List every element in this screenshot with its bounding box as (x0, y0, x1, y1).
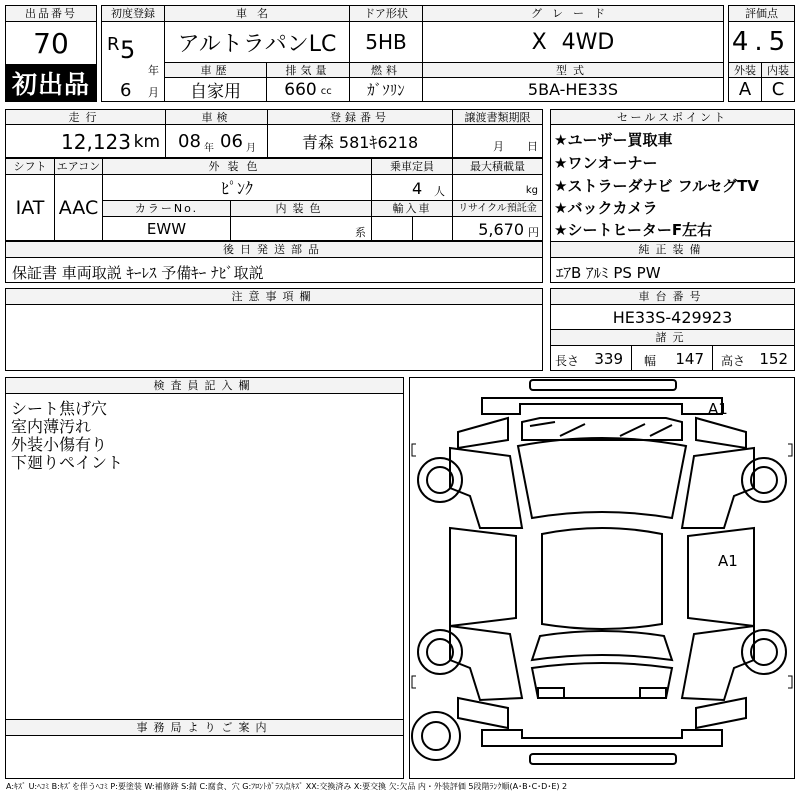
sales-point-2: ★ワンオーナー (554, 154, 658, 172)
interior-color-label: 内装色 (230, 200, 372, 217)
exterior-color-label: 外装色 (102, 158, 372, 175)
car-diagram (409, 377, 795, 779)
displacement-label: 排気量 (266, 62, 350, 78)
first-listing-badge: 初出品 (5, 64, 97, 102)
notes (5, 304, 543, 371)
registration-date (101, 21, 165, 102)
sales-points-label: セールスポイント (550, 109, 795, 125)
max-load-label: 最大積載量 (452, 158, 543, 175)
exterior-rating-label: 外装 (728, 62, 762, 78)
inspector-line-4: 下廻りペイント (11, 453, 124, 472)
recycle-deposit: 5,670 円 (452, 216, 543, 241)
registration-label: 初度登録 (101, 5, 165, 22)
sales-point-3: ★ストラーダナビ フルセグTV (554, 177, 759, 195)
displacement: 660 cc (266, 77, 350, 102)
dimension-height: 高さ 152 (712, 345, 795, 371)
chassis-number: HE33S-429923 (550, 304, 795, 330)
door-type: 5HB (349, 21, 423, 63)
equipment-label: 純正装備 (550, 241, 795, 258)
damage-mark-front: A1 (708, 400, 728, 418)
dimension-length: 長さ 339 (550, 345, 632, 371)
interior-rating: C (761, 77, 795, 102)
sales-point-5: ★シートヒーターF左右 (554, 221, 713, 239)
sales-points (550, 124, 795, 242)
lot-label: 出品番号 (5, 5, 97, 22)
registration-year: 5 (120, 36, 136, 64)
registration-era: R (107, 34, 120, 55)
car-name: アルトラパンLC (164, 21, 350, 63)
grade-label: グレード (422, 5, 724, 22)
plate-number: 青森 581ｷ6218 (267, 124, 453, 158)
office-notes (5, 735, 404, 779)
registration-year-unit: 年 (148, 64, 159, 77)
transfer-label: 譲渡書類期限 (452, 109, 543, 125)
inspector-line-2: 室内薄汚れ (11, 417, 92, 436)
interior-rating-label: 内装 (761, 62, 795, 78)
sales-point-4: ★バックカメラ (554, 199, 658, 217)
capacity: 4 人 (371, 174, 453, 201)
mileage-label: 走行 (5, 109, 166, 125)
inspector-label: 検査員記入欄 (5, 377, 404, 394)
history-label: 車歴 (164, 62, 267, 78)
dimension-width: 幅 147 (631, 345, 713, 371)
car-name-label: 車名 (164, 5, 350, 22)
fuel-label: 燃料 (349, 62, 423, 78)
sales-point-1: ★ユーザー買取車 (554, 131, 673, 149)
inspector-line-3: 外装小傷有り (11, 435, 108, 454)
later-parts-label: 後日発送部品 (5, 241, 543, 258)
lot-number-value: 70 (33, 26, 69, 60)
import-box-left (371, 216, 413, 241)
inspection-date: 08 年 06 月 (165, 124, 268, 158)
inspection-label: 車検 (165, 109, 268, 125)
import-label: 輸入車 (371, 200, 453, 217)
registration-month: 6 (120, 80, 132, 101)
notes-label: 注意事項欄 (5, 288, 543, 305)
rating-label: 評価点 (728, 5, 795, 22)
rating-score: 4.5 (728, 21, 795, 63)
transfer-deadline: 月 日 (452, 124, 543, 158)
office-label: 事務局よりご案内 (5, 719, 404, 736)
aircon-label: エアコン (54, 158, 103, 175)
inspector-notes (5, 393, 404, 720)
history: 自家用 (164, 77, 267, 102)
mileage: 12,123 km (5, 124, 166, 158)
registration-month-unit: 月 (148, 86, 159, 99)
later-parts: 保証書 車両取説 ｷｰﾚｽ 予備ｷｰ ﾅﾋﾞ取説 (5, 257, 543, 283)
exterior-rating: A (728, 77, 762, 102)
recycle-label: リサイクル預託金 (452, 200, 543, 217)
dimensions-label: 諸元 (550, 329, 795, 346)
lot-number (5, 21, 97, 65)
aircon: AAC (54, 174, 103, 241)
car-outline-diagram (410, 378, 794, 778)
damage-mark-side: A1 (718, 552, 738, 570)
fuel: ｶﾞｿﾘﾝ (349, 77, 423, 102)
shift: IAT (5, 174, 55, 241)
equipment: ｴｱB ｱﾙﾐ PS PW (550, 257, 795, 283)
legend: A:ｷｽﾞ U:ﾍｺﾐ B:ｷｽﾞを伴うﾍｺﾐ P:要塗装 W:補修跡 S:錆 C:腐食、穴 G:ﾌﾛﾝﾄｶﾞﾗｽ点ｷｽﾞ XX:交換済み X:要交換 欠:欠品 内・外装評価 5段階ﾗﾝｸ順(A･B･C･D･E) 2 (6, 782, 568, 791)
chassis-label: 車台番号 (550, 288, 795, 305)
color-no: EWW (102, 216, 231, 241)
model: 5BA-HE33S (422, 77, 724, 102)
import-box-right (412, 216, 453, 241)
door-label: ドア形状 (349, 5, 423, 22)
color-no-label: カラーNo. (102, 200, 231, 217)
interior-color: 系 (230, 216, 372, 241)
exterior-color: ﾋﾟﾝｸ (102, 174, 372, 201)
max-load: kg (452, 174, 543, 201)
plate-label: 登録番号 (267, 109, 453, 125)
inspector-line-1: シート焦げ穴 (11, 399, 108, 418)
shift-label: シフト (5, 158, 55, 175)
grade: X 4WD (422, 21, 724, 63)
model-label: 型式 (422, 62, 724, 78)
capacity-label: 乗車定員 (371, 158, 453, 175)
